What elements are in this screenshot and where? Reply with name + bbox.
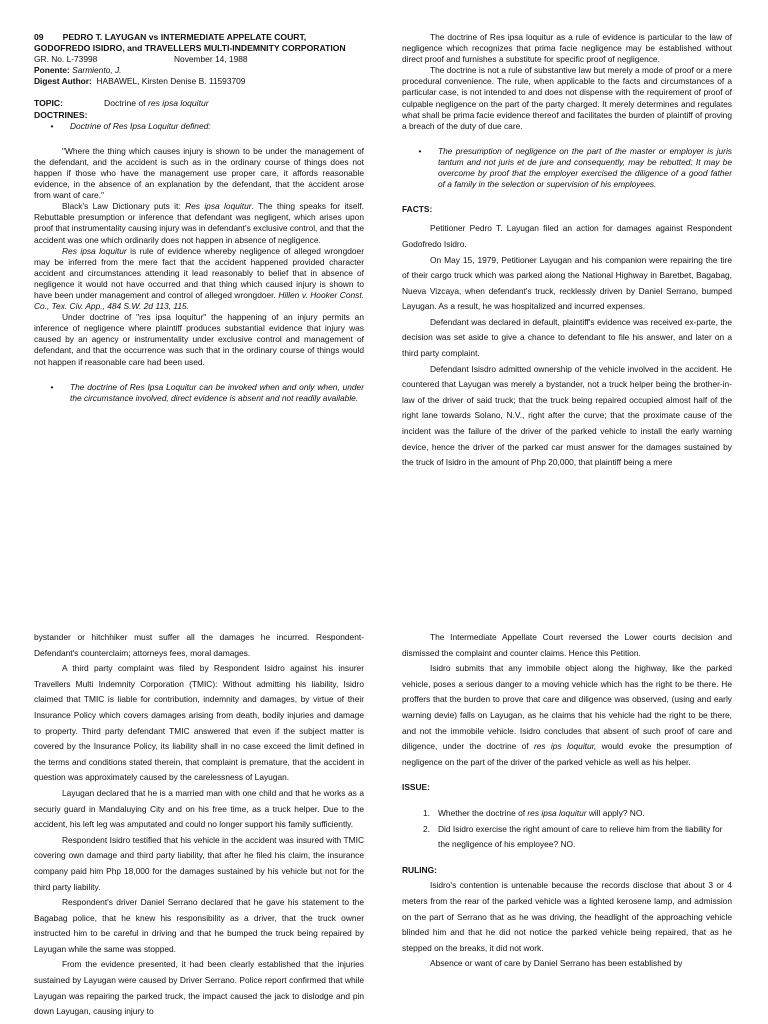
page-2-right-column [402, 630, 732, 972]
doctrine-bullet-3: • The presumption of negligence on the part of the master or employer is juris tantum and not juris et de jure and consequently, may be rebutted; It may be overcome by proof that the employer exercised the diligence of a good father of a family in the selection or supervision of his employees. [402, 146, 732, 190]
page-1-left-column [34, 32, 364, 404]
case-title-line-1: PEDRO T. LAYUGAN vs INTERMEDIATE APPELATE COURT, [62, 32, 307, 42]
doctrine-bullet-2: • The doctrine of Res Ipsa Loquitur can be invoked when and only when, under the circumstance involved, direct evidence is absent and not readily available. [34, 382, 364, 404]
ponente-name: Sarmiento, J. [72, 65, 122, 76]
fact-9: From the evidence presented, it had been clearly established that the injuries sustained by Layugan were caused by Driver Serrano. Police report confirmed that while Layugan was repairing the parked truck, the impact caused the jack to dislodge and pin down Layugan, causing injury to [34, 959, 364, 1017]
doctrine-black-law: Black's Law Dictionary puts it: Res ipsa loquitur. The thing speaks for itself. Rebuttable presumption or inference that defendant was negligent, which arises upon proof that instrumentality causing injury was in defendant's exclusive control, and that the accident was one which ordinarily does not happen in absence of negligence. [34, 201, 364, 245]
fact-4-continued: bystander or hitchhiker must suffer all the damages he incurred. Respondent-Defendant's counterclaim; attorneys fees, moral damages. [34, 632, 364, 658]
ponente-label: Ponente: [34, 65, 70, 76]
ruling-2: Absence or want of care by Daniel Serrano has been established by [430, 958, 683, 969]
bullet-icon: • [50, 381, 54, 392]
issue-2: 2. Did Isidro exercise the right amount of care to relieve him from the liability for the negligence of his employee? NO. [423, 823, 723, 850]
case-title [34, 32, 364, 43]
doctrine-rule-of-evidence: Res ipsa loquitur is rule of evidence whereby negligence of alleged wrongdoer may be inferred from the mere fact that the accident happened provided character accident and circumstances attending it lead reasonably to belief that in absence of negligence it would not have occurred and that thing which caused injury is shown to have been under management and control of alleged wrongdoer. Hillen v. Hooker Const. Co., Tex. Civ. App., 484 S.W. 2d 113, 115. [34, 245, 364, 312]
fact-8: Respondent's driver Daniel Serrano declared that he gave his statement to the Bagabag police, that he knew his responsibility as a driver, that the truck owner instructed him to be careful in driving and that he bumped the truck being repaired by Layugan while the same was stopped. [34, 897, 364, 954]
topic-label: TOPIC: [34, 98, 63, 109]
doctrine-procedural: The doctrine is not a rule of substantive law but merely a mode of proof or a mere procedural convenience. The rule, when applicable to the facts and circumstances of a particular case, is not intended to and does not dispense with the requirement of proof of culpable negligence on the part of the party charged. It merely determines and regulates what shall be prima facie evidence thereof and facilitates the burden of plaintiff of proving a breach of the duty of due care. [402, 65, 732, 131]
page-2 [0, 612, 768, 1024]
ruling-1: Isidro's contention is untenable because the records disclose that about 3 or 4 meters from the rear of the parked vehicle was a lighted kerosene lamp, and admission on the part of Serrano that as he was driving, the headlight of the approaching vehicle blinded him and that he did not notice the parked vehicle being repaired, that as he stepped on the breaks, it did not work. [402, 880, 732, 953]
doctrine-inference: Under doctrine of "res ipsa loquitur" the happening of an injury permits an inference of negligence where plaintiff produces substantial evidence that injury was caused by an agency or instrumentality under exclusive control and management of defendant, and that the occurrence was such that in the ordinary course of things would not happen if reasonable care had been used. [34, 312, 364, 367]
page-2-left-column [34, 630, 364, 1020]
page-gap [0, 590, 768, 612]
fact-4: Defendant Isisdro admitted ownership of the vehicle involved in the accident. He countered that Layugan was merely a bystander, not a truck helper being the brother-in-law of the driver of said truck; that the truck being repaired occupied almost half of the right lane towards Solano, N.V., right after the curve; that the proximate cause of the incident was the failure of the driver of the parked vehicle to install the early warning device, hence the driver of the parked car must answer for the damages sustained by the truck of Isidro in the amount of Php 20,000, that plaintiff being a mere [402, 363, 732, 468]
fact-10: The Intermediate Appellate Court reversed the Lower courts decision and dismissed the complaint and counter claims. Hence this Petition. [402, 632, 732, 658]
facts-label: FACTS: [402, 204, 433, 215]
fact-2: On May 15, 1979, Petitioner Layugan and his companion were repairing the tire of their cargo truck which was parked along the National Highway in Baretbet, Bagabag, Nueva Vizcaya, when defendant's truck, recklessly driven by Daniel Serrano, bumped Layugan. As a result, he was hospitalized and incurred expenses. [402, 254, 732, 312]
author-label: Digest Author: [34, 76, 92, 87]
author-name: HABAWEL, Kirsten Denise B. 11593709 [96, 76, 246, 87]
gr-number: GR. No. L-73998 [34, 54, 98, 65]
fact-7: Respondent Isidro testified that his vehicle in the accident was insured with TMIC covering own damage and third party liability, that after he filed his claim, the insurance company paid him Php 18,000 for the damages sustained by his vehicle but not for the third party liability. [34, 834, 364, 892]
ruling-label: RULING: [402, 864, 437, 875]
case-number: 09 [34, 32, 44, 42]
bullet-icon: • [418, 145, 422, 156]
doctrines-label: DOCTRINES: [34, 109, 88, 120]
page-1-right-column [402, 32, 732, 471]
bullet-icon: • [50, 120, 54, 131]
fact-1: Petitioner Pedro T. Layugan filed an action for damages against Respondent Godofredo Isidro. [402, 223, 732, 249]
case-gr-line [34, 54, 364, 65]
issue-1: 1. Whether the doctrine of res ipsa loquitur will apply? NO. [423, 807, 645, 818]
topic-row [34, 98, 364, 109]
doctrine-quote: "Where the thing which causes injury is shown to be under the management of the defendant, and the accident is such as in the ordinary course of things does not happen if those who have the management use proper care, it affords reasonable evidence, in the absence of an explanation by the defendant, that the accident arose from want of care." [34, 145, 364, 201]
fact-6: Layugan declared that he is a married man with one child and that he works as a securiy guard in Mandaluying City and on his free time, as a truck helper. Due to the accident, his left leg was amputated and could no longer support his family sufficiently. [34, 787, 364, 830]
ponente-line [34, 65, 364, 76]
fact-11: Isidro submits that any immobile object along the highway, like the parked vehicle, poses a serious danger to a moving vehicle which has the right to be there. He proffers that the burden to prove that care and diligence was observed, (using and early warning devie) falls on Layugan, as he claims that his vehicle had the right to be there, and not the immobile vehicle. Isidro concludes that absent of such proof of care and diligence, under the doctrine of res ips loquitur, would evoke the presumption of negligence on the part of the driver of the parked vehicle as well as his helper. [402, 663, 732, 767]
decision-date: November 14, 1988 [174, 54, 248, 65]
fact-5: A third party complaint was filed by Respondent Isidro against his insurer Travellers Multi Indemnity Corporation (TMIC): Without admitting his liability, Isidro claimed that TMIC is liable for contribution, indemnity and damages, by virtue of their Insurance Policy which covers damages arising from death, bodily injuries and damage to property. Third party defendant TMIC answered that even if the subject matter is covered by the Insurance Policy, its liability shall in no case exceed the limit defined in the terms and conditions stated therein, that complaint is premature, that the accident in question was approximately caused by the carelessness of Layugan. [34, 663, 364, 783]
fact-3: Defendant was declared in default, plaintiff's evidence was received ex-parte, the decision was set aside to give a chance to defendant to file his answer, and later on a third party complaint. [402, 316, 732, 359]
issue-label: ISSUE: [402, 782, 430, 793]
doctrine-particular: The doctrine of Res ipsa loquitur as a rule of evidence is particular to the law of negligence which recognizes that prima facie negligence may be established without direct proof and furnishes a substitute for specific proof of negligence. [402, 32, 732, 65]
author-line [34, 76, 364, 87]
case-title-line-2: GODOFREDO ISIDRO, and TRAVELLERS MULTI-INDEMNITY CORPORATION [34, 43, 346, 54]
doctrine-bullet-1: • Doctrine of Res Ipsa Loquitur defined: [34, 121, 364, 132]
topic-text: Doctrine of res ipsa loquitur [104, 98, 209, 109]
